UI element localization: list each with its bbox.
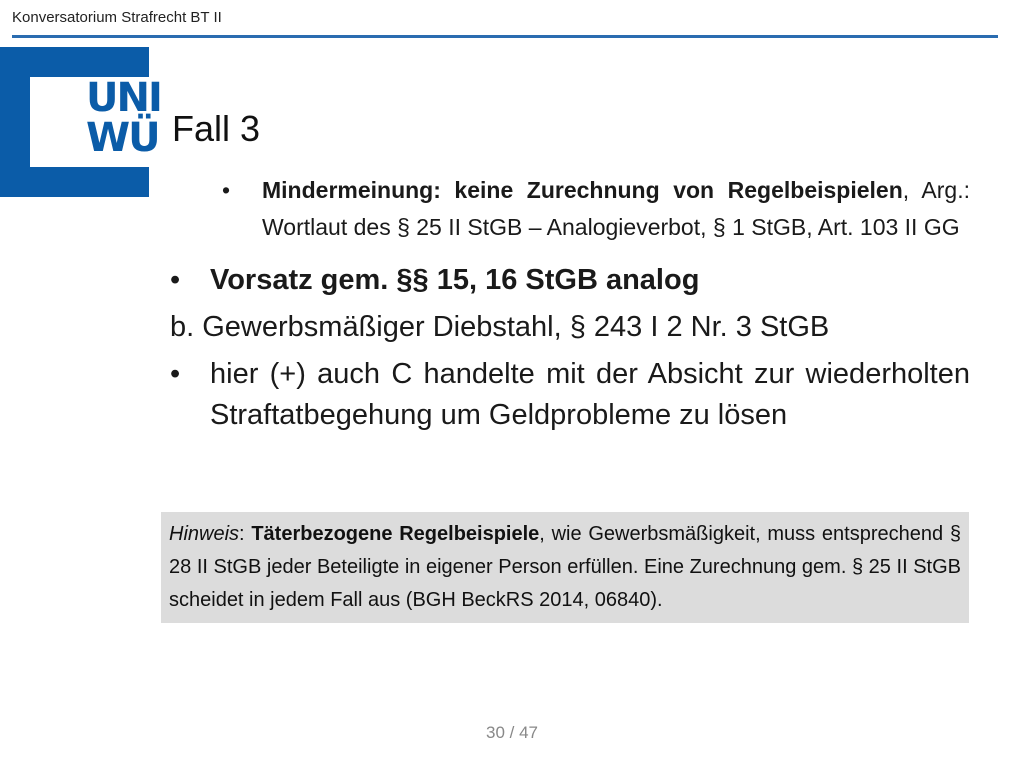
page-number: 30 / 47 (486, 723, 538, 742)
bullet-bold-text: Vorsatz gem. §§ 15, 16 StGB analog (210, 264, 700, 296)
bullet-text: , Arg.: Wortlaut des § 25 II StGB – Analogieverbot, § 1 StGB, Art. 103 II GG (262, 177, 971, 240)
logo-line-1: UNI (86, 75, 161, 121)
bullet-text: hier (+) auch C handelte mit der Absicht zur wiederholten Straftatbegehung um Geldprobleme zu lösen (210, 358, 970, 431)
hint-bold-text: Täterbezogene Regelbeispiele (251, 523, 540, 545)
bullet-item-vorsatz (170, 260, 970, 301)
hint-text: , wie Gewerbsmäßigkeit, muss entsprechend § 28 II StGB jeder Beteiligte in eigener Person erfüllen. Eine Zurechnung gem. § 25 II StGB scheidet in jedem Fall aus (BGH BeckRS 2014, 06840). (169, 523, 961, 611)
hint-colon: : (239, 523, 252, 545)
subheading-gewerbsmaessig: b. Gewerbsmäßiger Diebstahl, § 243 I 2 Nr. 3 StGB (170, 311, 830, 343)
bullet-dot: • (170, 358, 181, 390)
hint-box (161, 512, 969, 623)
bullet-item-mindermeinung (170, 172, 970, 246)
slide-content (170, 172, 970, 436)
header-title: Konversatorium Strafrecht BT II (12, 9, 222, 26)
bullet-item-hier (170, 354, 970, 436)
header-rule (12, 35, 998, 38)
hint-label: Hinweis (169, 523, 240, 545)
slide-title: Fall 3 (172, 108, 261, 149)
logo-text (86, 75, 161, 161)
bullet-bold-text: Mindermeinung: keine Zurechnung von Regelbeispielen (262, 177, 903, 203)
bullet-dot: • (222, 177, 231, 203)
bullet-dot: • (170, 264, 181, 296)
logo-line-2: WÜ (86, 115, 159, 161)
